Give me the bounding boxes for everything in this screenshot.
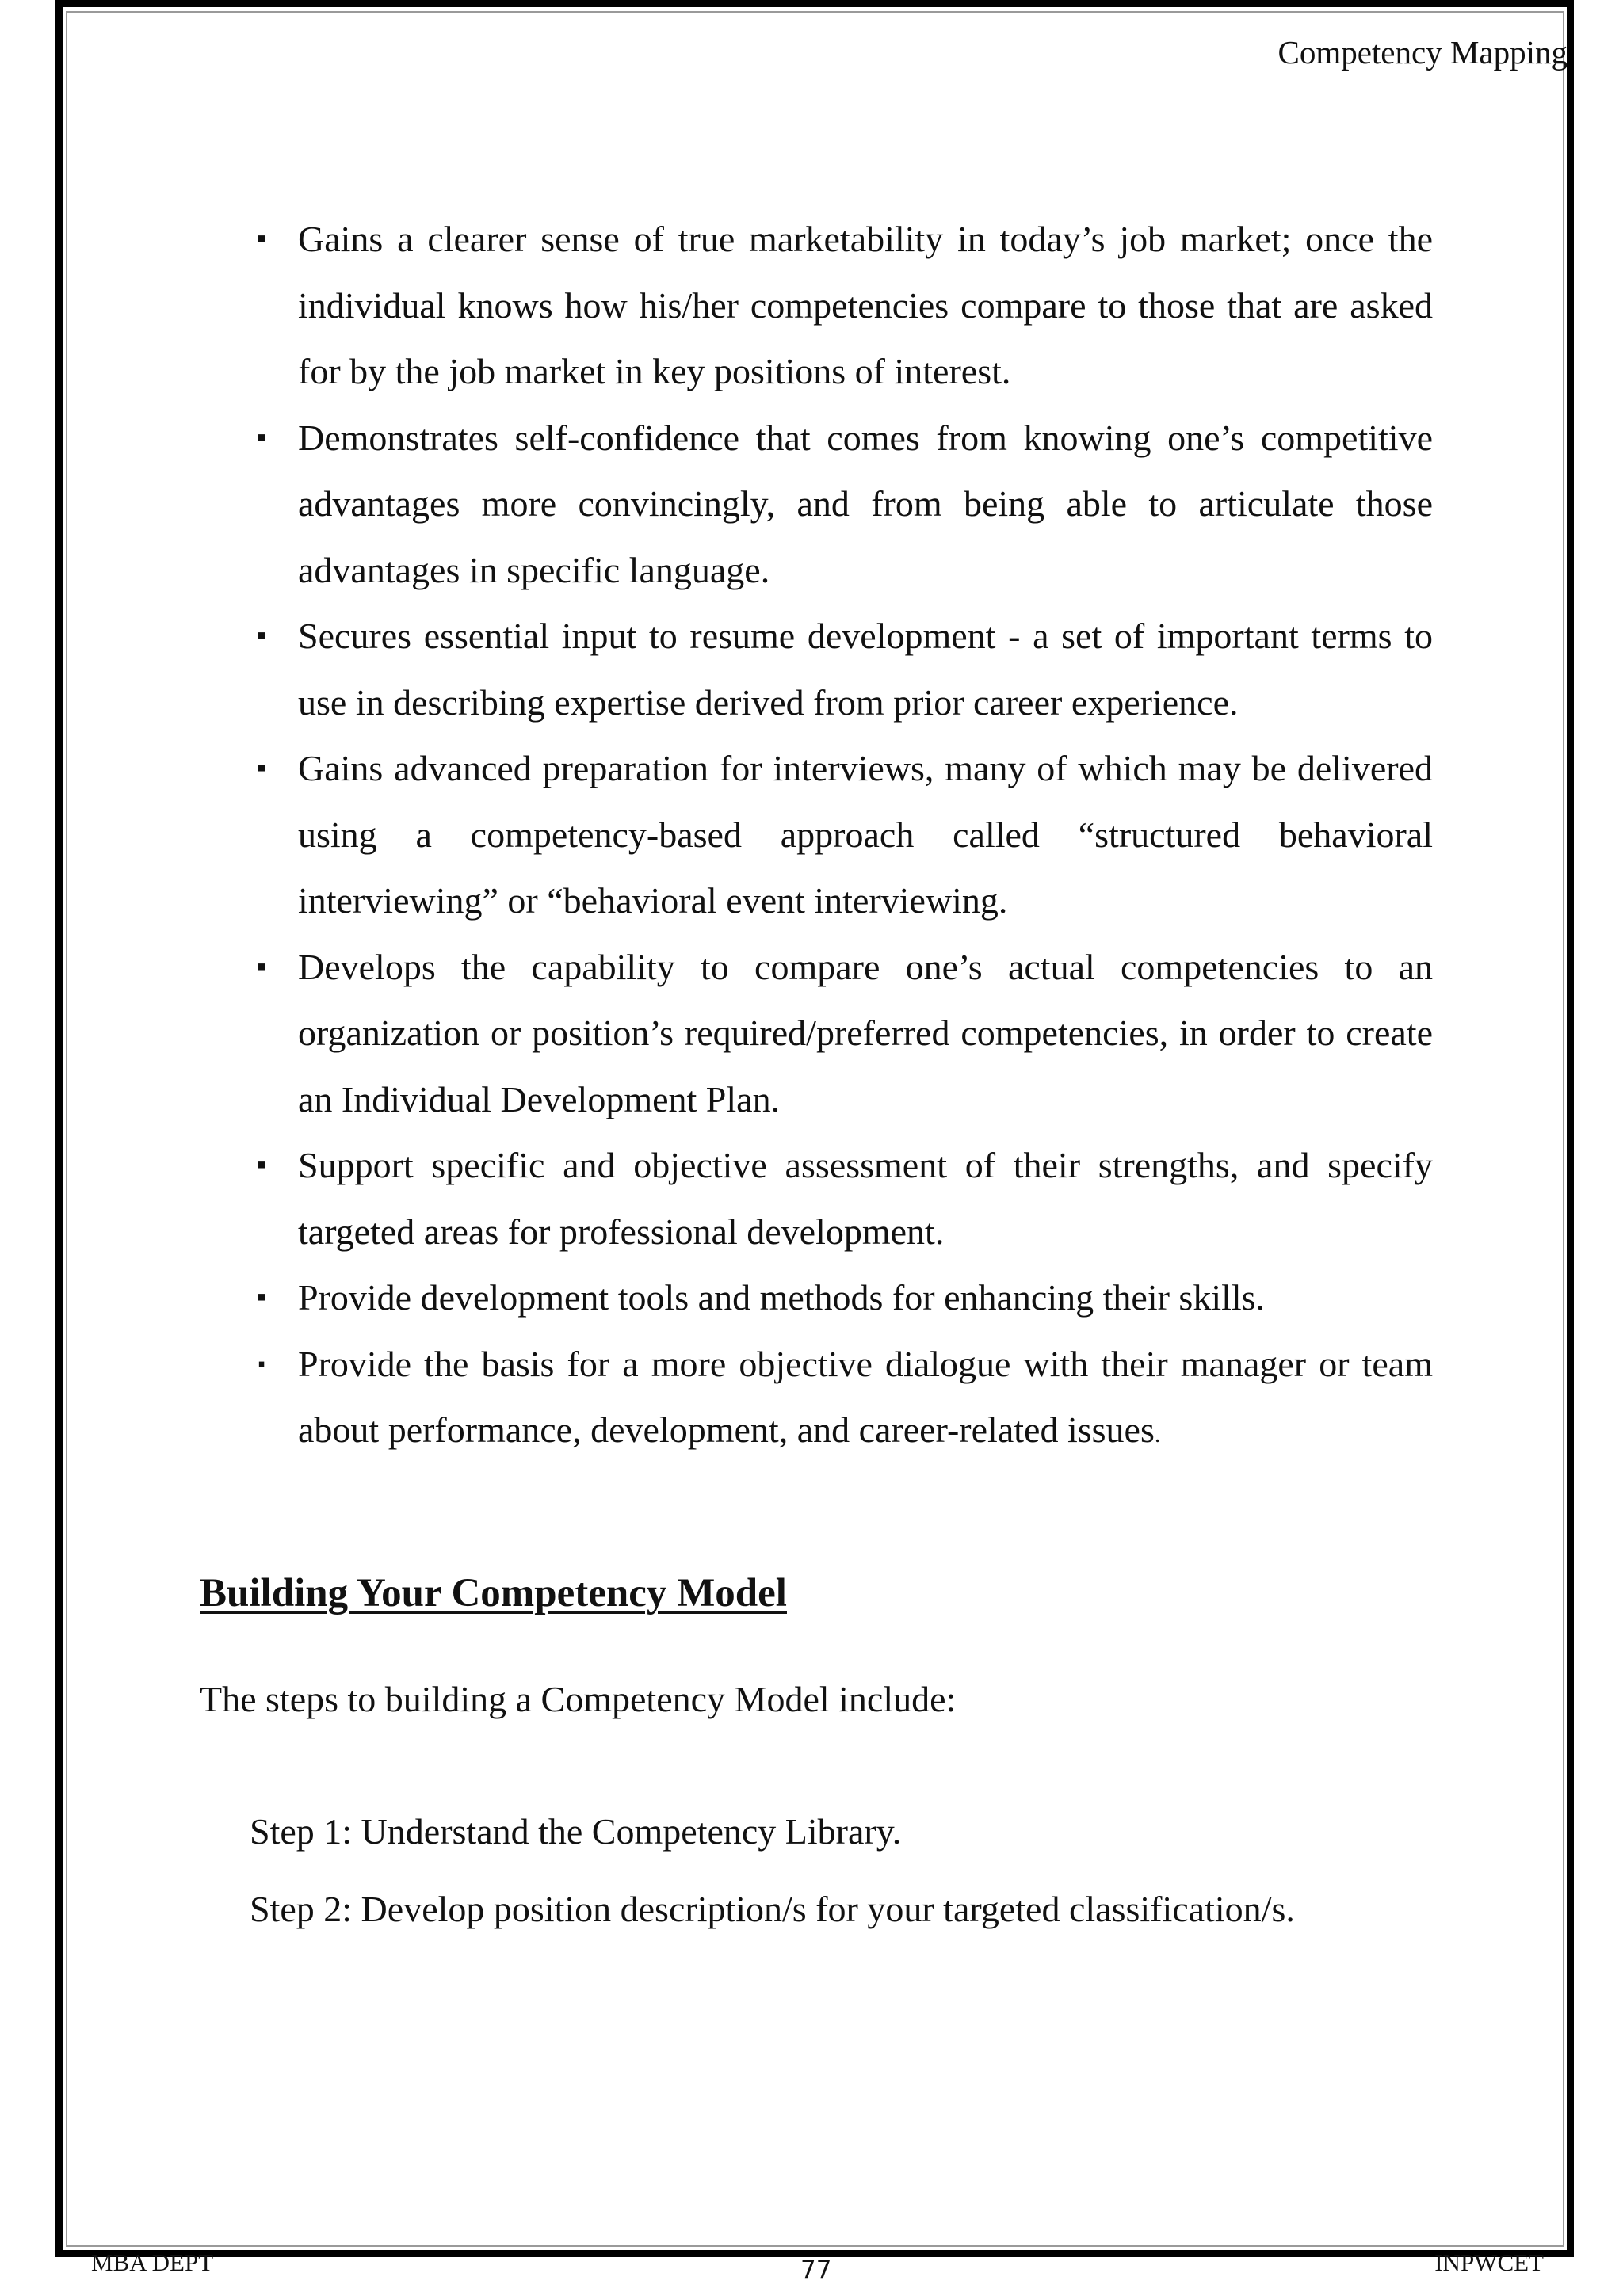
bullet-text: Develops the capability to compare one’s actual competencies to an organization or position’s required/preferred competencies, in order to create an Individual Development Plan. (298, 946, 1433, 1119)
benefits-bullet-list (256, 206, 1433, 1468)
section-intro: The steps to building a Competency Model include: (200, 1679, 957, 1719)
bullet-text: Gains advanced preparation for interviews, many of which may be delivered using a competency-based approach called “structured behavioral interviewing” or “behavioral event interviewing. (298, 748, 1433, 921)
footer-institution: INPWCET (1434, 2248, 1544, 2276)
bullet-item (258, 1331, 1433, 1468)
bullet-text: Provide development tools and methods for enhancing their skills. (298, 1277, 1266, 1318)
bullet-item (256, 1264, 1433, 1331)
bullet-item (256, 1132, 1433, 1264)
footer-department: MBA DEPT (91, 2248, 214, 2276)
bullet-item (256, 934, 1433, 1133)
square-bullet-icon: ▪ (258, 1352, 265, 1375)
bullet-text: Gains a clearer sense of true marketability in today’s job market; once the individual knows how his/her competencies compare to those that are asked for by the job market in key positions of interest. (298, 219, 1433, 391)
bullet-item (256, 206, 1433, 405)
square-bullet-icon: ▪ (256, 1150, 267, 1180)
bullet-text: Provide the basis for a more objective dialogue with their manager or team about performance, development, and career-related issues (298, 1343, 1433, 1450)
bullet-item (256, 735, 1433, 934)
square-bullet-icon: ▪ (256, 952, 267, 982)
square-bullet-icon: ▪ (256, 753, 267, 783)
bullet-item (256, 603, 1433, 735)
step-item: Step 2: Develop position description/s for your targeted classification/s. (250, 1889, 1295, 1929)
square-bullet-icon: ▪ (256, 621, 267, 650)
bullet-text: Demonstrates self-confidence that comes from knowing one’s competitive advantages more convincingly, and from being able to articulate those advantages in specific language. (298, 417, 1433, 590)
bullet-trailing-period: . (1154, 1421, 1161, 1447)
bullet-item (256, 405, 1433, 604)
bullet-text: Secures essential input to resume development - a set of important terms to use in describing expertise derived from prior career experience. (298, 616, 1433, 723)
square-bullet-icon: ▪ (256, 1283, 267, 1312)
page-number: 77 (800, 2256, 832, 2284)
step-item: Step 1: Understand the Competency Library. (250, 1811, 902, 1852)
bullet-text: Support specific and objective assessment of their strengths, and specify targeted areas for professional development. (298, 1145, 1433, 1252)
square-bullet-icon: ▪ (256, 422, 267, 452)
square-bullet-icon: ▪ (256, 224, 267, 254)
section-heading: Building Your Competency Model (200, 1571, 787, 1615)
running-header: Competency Mapping (1277, 34, 1568, 71)
